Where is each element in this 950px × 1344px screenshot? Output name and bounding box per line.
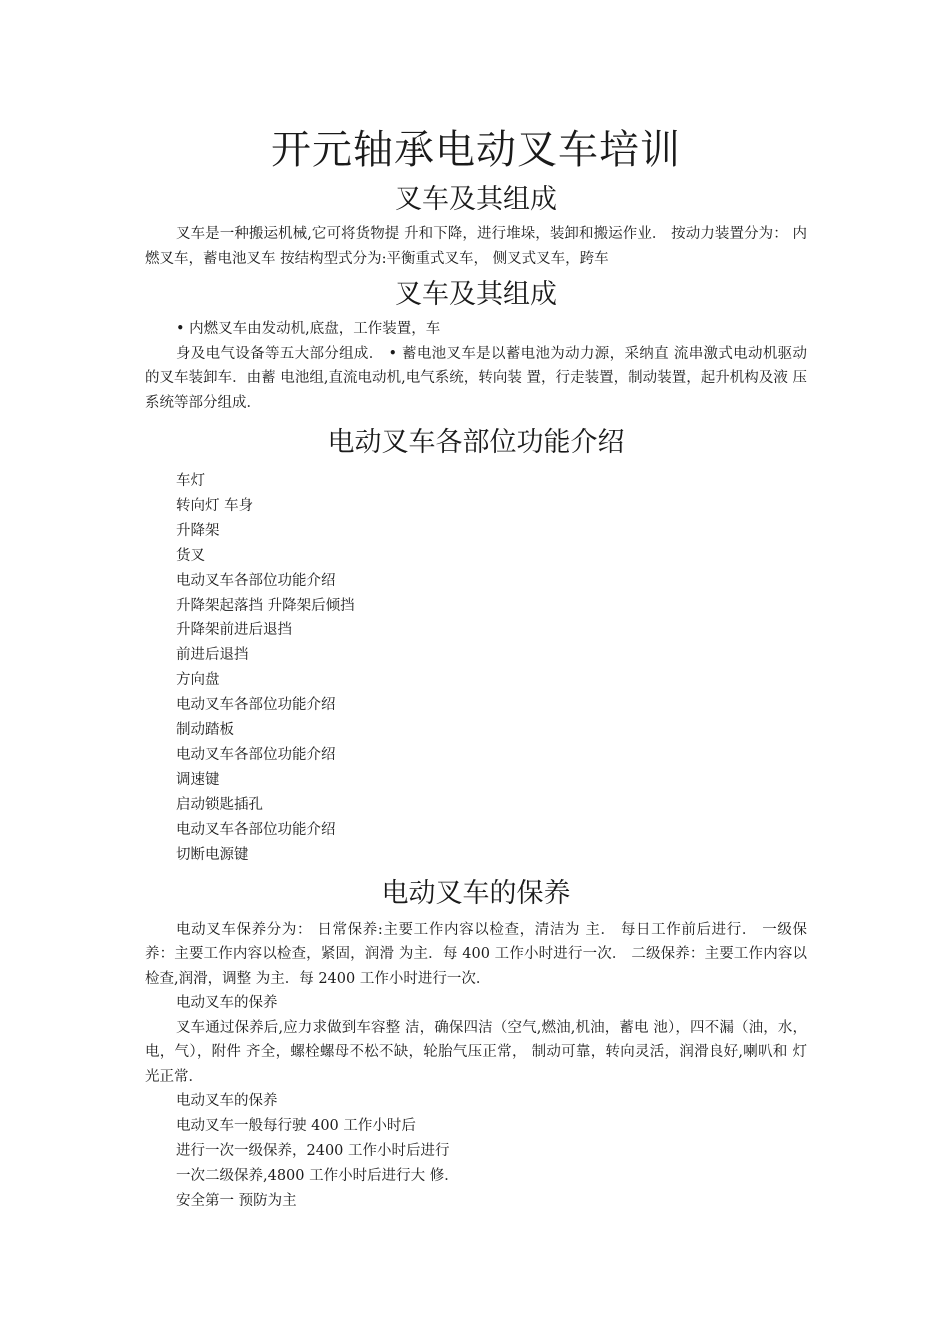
list-item: 升降架前进后退挡 (176, 622, 292, 639)
document-title: 开元轴承电动叉车培训 (271, 127, 681, 173)
paragraph-maintenance-levels: 电动叉车保养分为： 日常保养:主要工作内容以检查，清洁为 主． 每日工作前后进行． 一级保养：主要工作内容以检查，紧固，润滑 为主．每 400 工作小时进行一次． 二级保养：主要工作内容以检查,润滑，调整 为主．每 2400 工作小时进行一次． (145, 921, 807, 987)
bullet-line: • 内燃叉车由发动机,底盘，工作装置，车 (176, 321, 441, 337)
list-item: 制动踏板 (176, 722, 234, 739)
section-heading-composition-2: 叉车及其组成 (395, 279, 557, 310)
list-item: 电动叉车各部位功能介绍 (176, 697, 336, 714)
maintenance-subtitle: 电动叉车的保养 (176, 995, 278, 1011)
list-item: 货叉 (176, 547, 205, 564)
list-item: 车灯 (176, 473, 205, 489)
section-heading-composition: 叉车及其组成 (395, 184, 557, 215)
paragraph-components: 身及电气设备等五大部分组成． • 蓄电池叉车是以蓄电池为动力源，采纳直 流串激式电动机驱动的叉车装卸车．由蓄 电池组,直流电动机,电气系统，转向装 置，行走装置，制动装置，起升机构及液 压系统等部分组成． (145, 345, 807, 411)
maintenance-line: 进行一次一级保养，2400 工作小时后进行 (176, 1143, 450, 1160)
list-item: 启动锁匙插孔 (176, 796, 263, 813)
list-item: 电动叉车各部位功能介绍 (176, 572, 336, 589)
list-item: 转向灯 车身 (176, 497, 254, 514)
list-item: 前进后退挡 (176, 647, 249, 664)
list-item: 电动叉车各部位功能介绍 (176, 821, 336, 838)
maintenance-line: 一次二级保养,4800 工作小时后进行大 修． (176, 1168, 459, 1185)
list-item: 调速键 (176, 771, 220, 788)
paragraph-maintenance-standard: 叉车通过保养后,应力求做到车容整 洁，确保四洁（空气,燃油,机油，蓄电 池），四不漏（油，水，电，气），附件 齐全，螺栓螺母不松不缺，轮胎气压正常， 制动可靠，转向灵活，润滑良好,喇叭和 灯光正常． (145, 1019, 807, 1085)
paragraph-intro: 叉车是一种搬运机械,它可将货物提 升和下降，进行堆垛，装卸和搬运作业． 按动力装置分为： 内燃叉车，蓄电池叉车 按结构型式分为:平衡重式叉车， 侧叉式叉车，跨车 (145, 226, 807, 267)
list-item: 升降架起落挡 升降架后倾挡 (176, 597, 355, 614)
document-page (145, 120, 807, 1214)
section-heading-functions: 电动叉车各部位功能介绍 (327, 427, 625, 458)
maintenance-subtitle: 电动叉车的保养 (176, 1093, 278, 1110)
list-item: 方向盘 (176, 672, 220, 689)
safety-slogan: 安全第一 预防为主 (176, 1193, 297, 1210)
function-list (145, 469, 807, 868)
list-item: 升降架 (176, 522, 220, 539)
maintenance-line: 电动叉车一般每行驶 400 工作小时后 (176, 1118, 416, 1135)
section-heading-maintenance: 电动叉车的保养 (381, 877, 571, 909)
list-item: 电动叉车各部位功能介绍 (176, 746, 336, 763)
list-item: 切断电源键 (176, 846, 249, 863)
